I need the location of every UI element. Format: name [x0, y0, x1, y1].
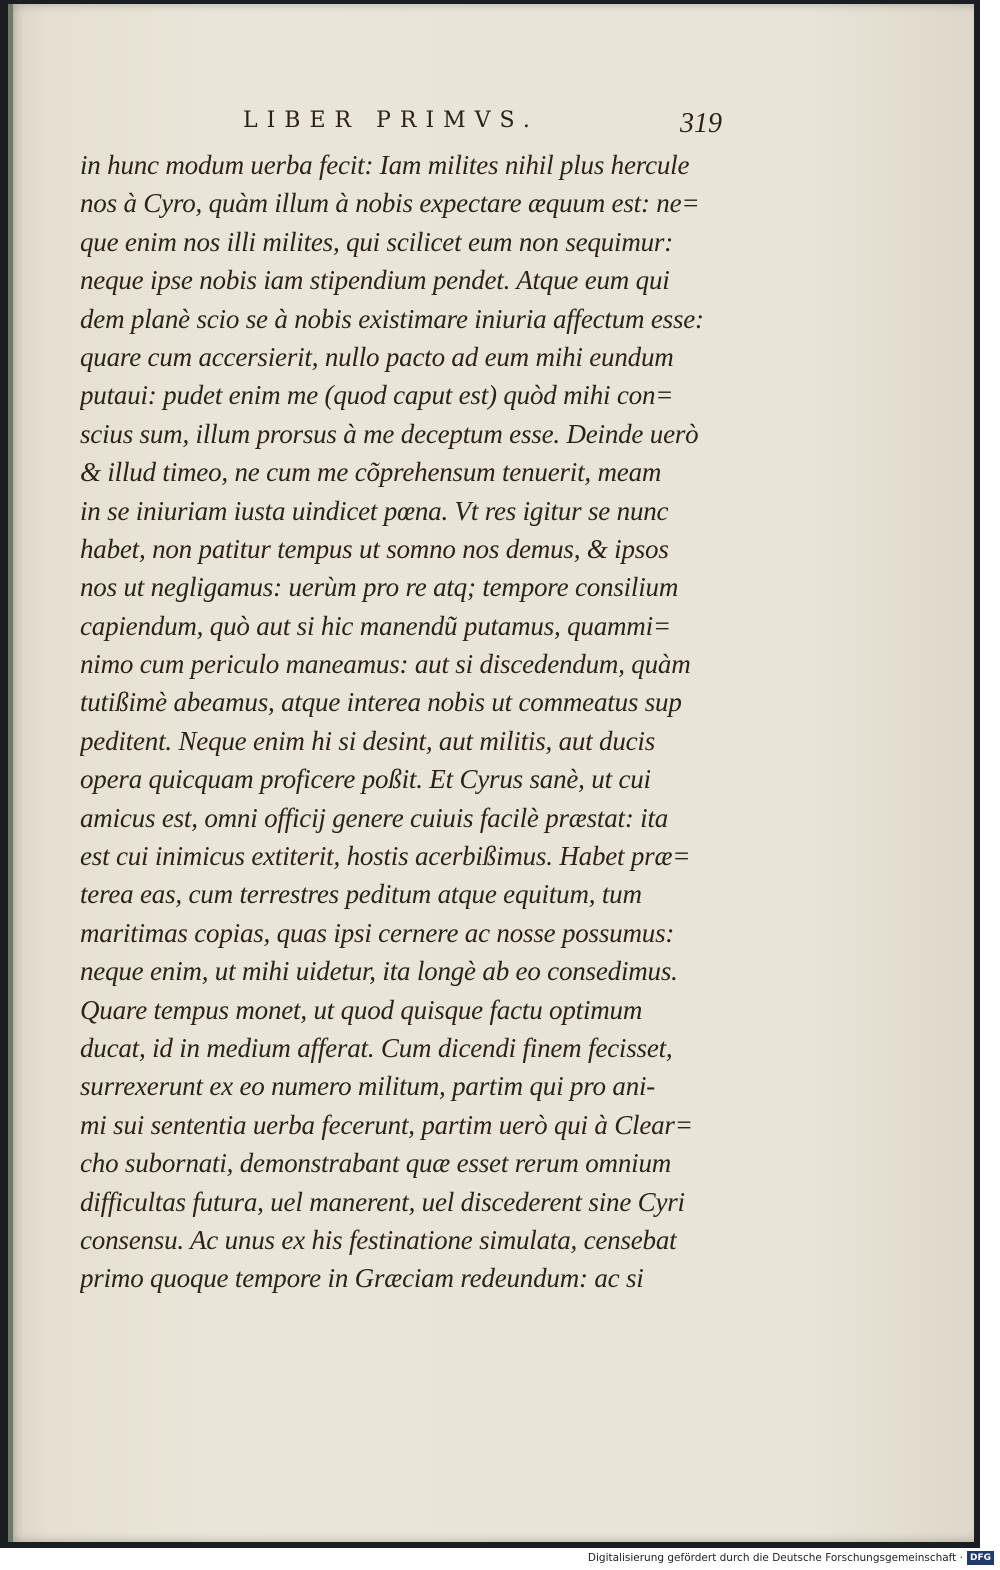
body-text	[80, 146, 760, 1306]
text-line: & illud timeo, ne cum me cõprehensum tenuerit, meam	[80, 457, 662, 488]
text-line: nimo cum periculo maneamus: aut si discedendum, quàm	[80, 649, 691, 680]
text-line: maritimas copias, quas ipsi cernere ac nosse possumus:	[80, 917, 675, 948]
text-line: neque ipse nobis iam stipendium pendet. Atque eum qui	[80, 265, 670, 296]
text-line: neque enim, ut mihi uidetur, ita longè ab eo consedimus.	[80, 956, 678, 987]
page-number: 319	[680, 108, 722, 139]
text-line: cho subornati, demonstrabant quæ esset rerum omnium	[80, 1148, 672, 1179]
text-line: peditent. Neque enim hi si desint, aut militis, aut ducis	[80, 725, 656, 756]
text-line: amicus est, omni officij genere cuiuis facilè præstat: ita	[80, 802, 669, 833]
text-line: que enim nos illi milites, qui scilicet eum non sequimur:	[80, 226, 674, 257]
text-line: tutißimè abeamus, atque interea nobis ut commeatus sup	[80, 687, 682, 718]
text-line: est cui inimicus extiterit, hostis acerbißimus. Habet præ=	[80, 841, 691, 872]
text-line: terea eas, cum terrestres peditum atque equitum, tum	[80, 879, 642, 910]
text-line: surrexerunt ex eo numero militum, partim qui pro ani-	[80, 1071, 656, 1102]
text-line: dem planè scio se à nobis existimare iniuria affectum esse:	[80, 303, 704, 334]
dfg-logo: DFG	[967, 1551, 994, 1565]
text-line: consensu. Ac unus ex his festinatione simulata, censebat	[80, 1224, 677, 1255]
text-line: putaui: pudet enim me (quod caput est) quòd mihi con=	[80, 380, 674, 411]
running-head: LIBER PRIMVS.	[243, 108, 539, 133]
text-line: in hunc modum uerba fecit: Iam milites nihil plus hercule	[80, 150, 690, 180]
text-line: scius sum, illum prorsus à me deceptum esse. Deinde uerò	[80, 418, 699, 449]
text-line: ducat, id in medium afferat. Cum dicendi finem fecisset,	[80, 1032, 673, 1063]
page-spine-edge	[8, 4, 13, 1542]
text-line: difficultas futura, uel manerent, uel discederent sine Cyri	[80, 1186, 685, 1217]
text-line: capiendum, quò aut si hic manendũ putamus, quammi=	[80, 610, 671, 641]
text-line: habet, non patitur tempus ut somno nos demus, & ipsos	[80, 533, 669, 564]
text-line: mi sui sententia uerba fecerunt, partim uerò qui à Clear=	[80, 1109, 693, 1140]
digitization-credit	[588, 1550, 994, 1566]
text-line: quare cum accersierit, nullo pacto ad eum mihi eundum	[80, 341, 674, 372]
text-line: nos à Cyro, quàm illum à nobis expectare æquum est: ne=	[80, 188, 700, 219]
text-line: primo quoque tempore in Græciam redeundum: ac si	[80, 1263, 644, 1294]
text-line: opera quicquam proficere poßit. Et Cyrus sanè, ut cui	[80, 764, 651, 795]
text-line: nos ut negligamus: uerùm pro re atq; tempore consilium	[80, 572, 679, 603]
text-line: Quare tempus monet, ut quod quisque factu optimum	[80, 994, 643, 1025]
book-page	[8, 4, 974, 1542]
text-line: in se iniuriam iusta uindicet pœna. Vt res igitur se nunc	[80, 495, 669, 526]
credit-text: Digitalisierung gefördert durch die Deutsche Forschungsgemeinschaft ·	[587, 1552, 963, 1564]
